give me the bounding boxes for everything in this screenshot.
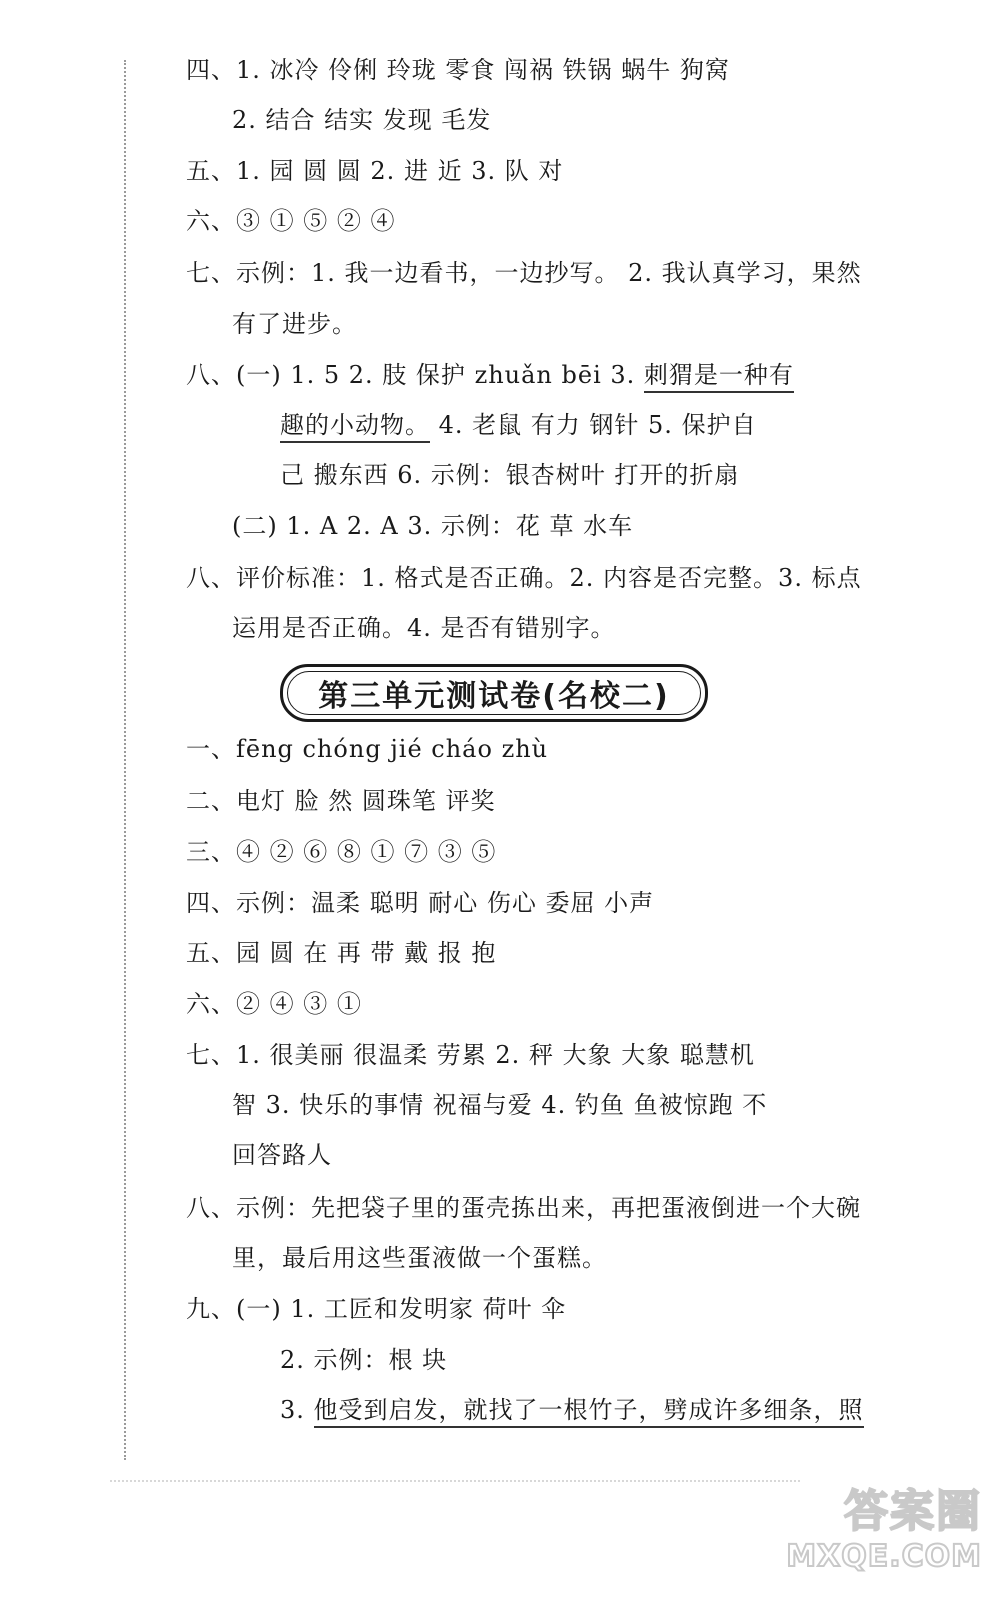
answer-line: 里，最后用这些蛋液做一个蛋糕。 bbox=[232, 1244, 607, 1272]
watermark-logo bbox=[782, 1474, 982, 1574]
underlined-answer: 他受到启发，就找了一根竹子，劈成许多细条，照 bbox=[314, 1396, 864, 1428]
answer-line: (二) 1. A 2. A 3. 示例：花 草 水车 bbox=[232, 512, 634, 540]
section-title-box bbox=[280, 664, 708, 722]
answer-line: 四、1. 冰冷 伶俐 玲珑 零食 闯祸 铁锅 蜗牛 狗窝 bbox=[186, 56, 730, 84]
answer-line: 八、示例：先把袋子里的蛋壳拣出来，再把蛋液倒进一个大碗 bbox=[186, 1194, 861, 1222]
answer-line: 有了进步。 bbox=[232, 310, 357, 338]
answer-text: 八、(一) 1. 5 2. 肢 保护 zhuǎn bēi 3. bbox=[186, 361, 644, 389]
answer-line: 六、② ④ ③ ① bbox=[186, 990, 362, 1018]
answer-line: 2. 结合 结实 发现 毛发 bbox=[232, 106, 492, 134]
answer-line: 一、fēng chóng jié cháo zhù bbox=[186, 735, 549, 763]
answer-line: 九、(一) 1. 工匠和发明家 荷叶 伞 bbox=[186, 1295, 567, 1323]
answer-line: 七、1. 很美丽 很温柔 劳累 2. 秤 大象 大象 聪慧机 bbox=[186, 1041, 755, 1069]
underlined-answer: 趣的小动物。 bbox=[280, 411, 430, 443]
answer-line: 五、园 圆 在 再 带 戴 报 抱 bbox=[186, 939, 497, 967]
binding-margin-line bbox=[124, 60, 126, 1460]
watermark-text: 答案圈 bbox=[844, 1485, 982, 1537]
answer-line: 七、示例：1. 我一边看书，一边抄写。 2. 我认真学习，果然 bbox=[186, 259, 862, 287]
answer-line: 四、示例：温柔 聪明 耐心 伤心 委屈 小声 bbox=[186, 889, 655, 917]
answer-line: 八、评价标准：1. 格式是否正确。2. 内容是否完整。3. 标点 bbox=[186, 564, 862, 592]
answer-line: 五、1. 园 圆 圆 2. 进 近 3. 队 对 bbox=[186, 157, 564, 185]
scan-edge-noise bbox=[110, 1480, 800, 1492]
answer-line: 运用是否正确。4. 是否有错别字。 bbox=[232, 614, 616, 642]
underlined-answer: 刺猬是一种有 bbox=[644, 361, 794, 393]
answer-text: 3. bbox=[280, 1396, 314, 1424]
answer-line bbox=[280, 1395, 864, 1425]
answer-line: 智 3. 快乐的事情 祝福与爱 4. 钓鱼 鱼被惊跑 不 bbox=[232, 1091, 768, 1119]
watermark-url: MXQE.COM bbox=[786, 1538, 982, 1574]
answer-line: 回答路人 bbox=[232, 1141, 332, 1169]
section-title: 第三单元测试卷(名校二) bbox=[318, 679, 670, 714]
answer-line: 三、④ ② ⑥ ⑧ ① ⑦ ③ ⑤ bbox=[186, 838, 497, 866]
answer-text: 4. 老鼠 有力 钢针 5. 保护自 bbox=[430, 411, 757, 439]
answer-line bbox=[280, 410, 757, 440]
answer-line: 2. 示例：根 块 bbox=[280, 1346, 448, 1374]
answer-line bbox=[186, 360, 794, 390]
answer-line: 己 搬东西 6. 示例：银杏树叶 打开的折扇 bbox=[280, 461, 740, 489]
answer-line: 六、③ ① ⑤ ② ④ bbox=[186, 207, 396, 235]
answer-line: 二、电灯 脸 然 圆珠笔 评奖 bbox=[186, 787, 496, 815]
